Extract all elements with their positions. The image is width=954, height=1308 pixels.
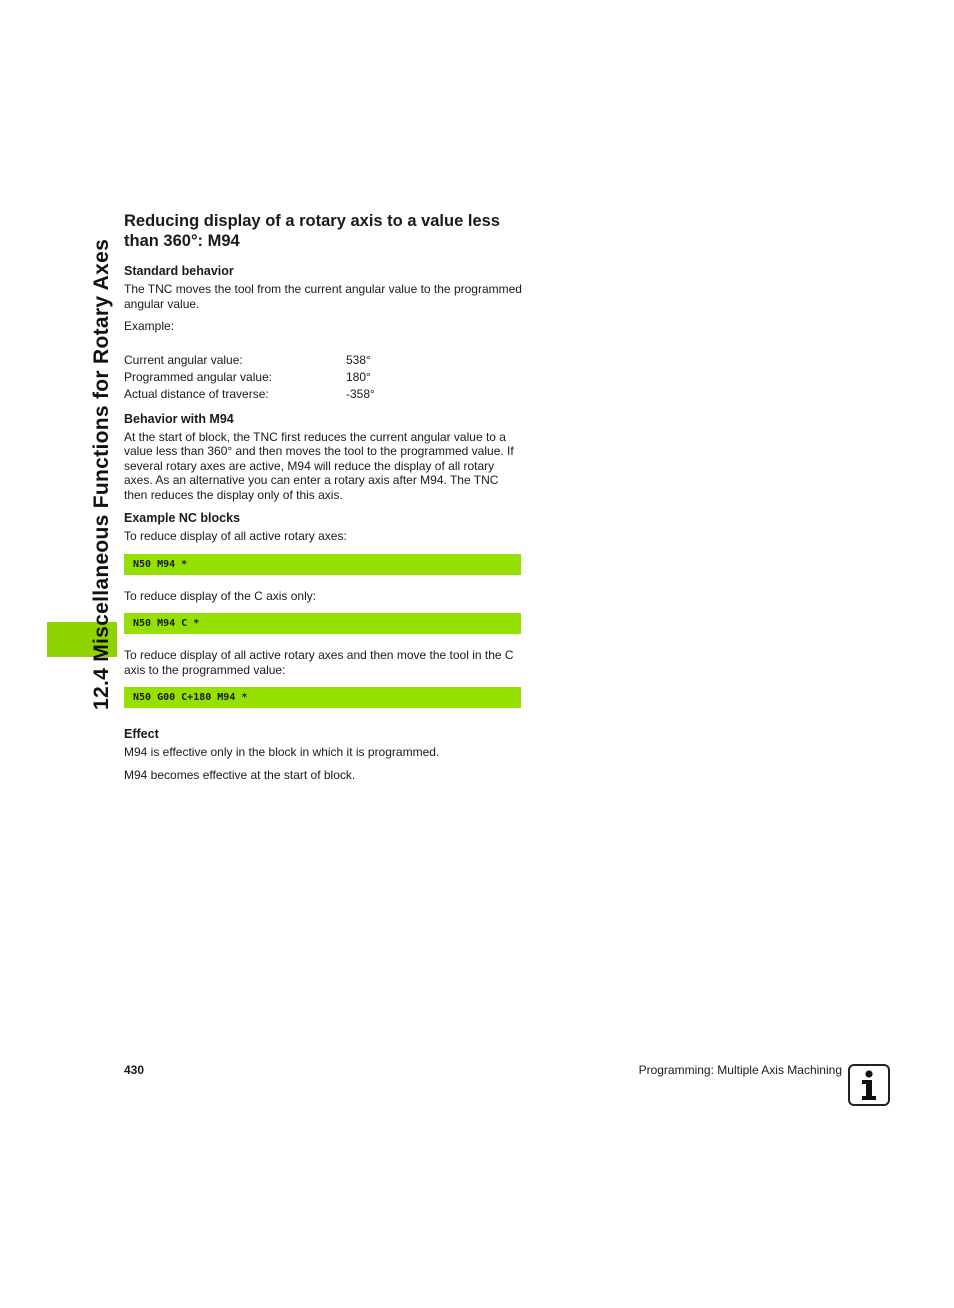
info-icon	[848, 1064, 890, 1106]
effect-text-2: M94 becomes effective at the start of block.	[124, 767, 356, 782]
footer-chapter-title: Programming: Multiple Axis Machining	[638, 1063, 842, 1077]
value-row	[124, 386, 524, 403]
value-row-label: Programmed angular value:	[124, 369, 273, 384]
example-label: Example:	[124, 319, 175, 333]
value-row-value: 180°	[346, 369, 371, 384]
effect-text-1: M94 is effective only in the block in which it is programmed.	[124, 745, 440, 759]
example-nc-blocks-title: Example NC blocks	[124, 511, 241, 525]
info-icon-glyph	[850, 1066, 888, 1104]
code-block-3: N50 G00 C+180 M94 *	[124, 687, 521, 708]
behavior-m94-text: At the start of block, the TNC first reduces the current angular value to a value less than 360° and then moves the tool to the programmed value. If several rotary axes are active, M94 will reduce the display of all rotary axes. As an alternative you can enter a rotary axis after M94. The TNC then reduces the display only of this axis.	[124, 429, 514, 502]
value-row-value: 538°	[346, 352, 371, 367]
chapter-side-title: 12.4 Miscellaneous Functions for Rotary Axes	[90, 238, 113, 710]
standard-behavior-text: The TNC moves the tool from the current angular value to the programmed angular value.	[124, 282, 522, 311]
main-content	[124, 211, 524, 790]
value-row	[124, 369, 524, 386]
effect-title: Effect	[124, 727, 159, 741]
value-row-label: Actual distance of traverse:	[124, 386, 269, 401]
section-heading: Reducing display of a rotary axis to a value less than 360°: M94	[124, 212, 500, 250]
example-intro-3: To reduce display of all active rotary axes and then move the tool in the C axis to the programmed value:	[124, 648, 514, 677]
example-intro-1: To reduce display of all active rotary axes:	[124, 529, 347, 543]
page-number: 430	[124, 1063, 145, 1077]
behavior-m94-title: Behavior with M94	[124, 411, 234, 426]
standard-behavior-title: Standard behavior	[124, 264, 234, 278]
example-intro-2: To reduce display of the C axis only:	[124, 588, 317, 603]
angular-values-table	[124, 352, 524, 403]
value-row-label: Current angular value:	[124, 352, 243, 367]
value-row	[124, 352, 524, 369]
value-row-value: -358°	[346, 386, 375, 401]
code-block-1: N50 M94 *	[124, 554, 521, 575]
code-block-2: N50 M94 C *	[124, 613, 521, 634]
